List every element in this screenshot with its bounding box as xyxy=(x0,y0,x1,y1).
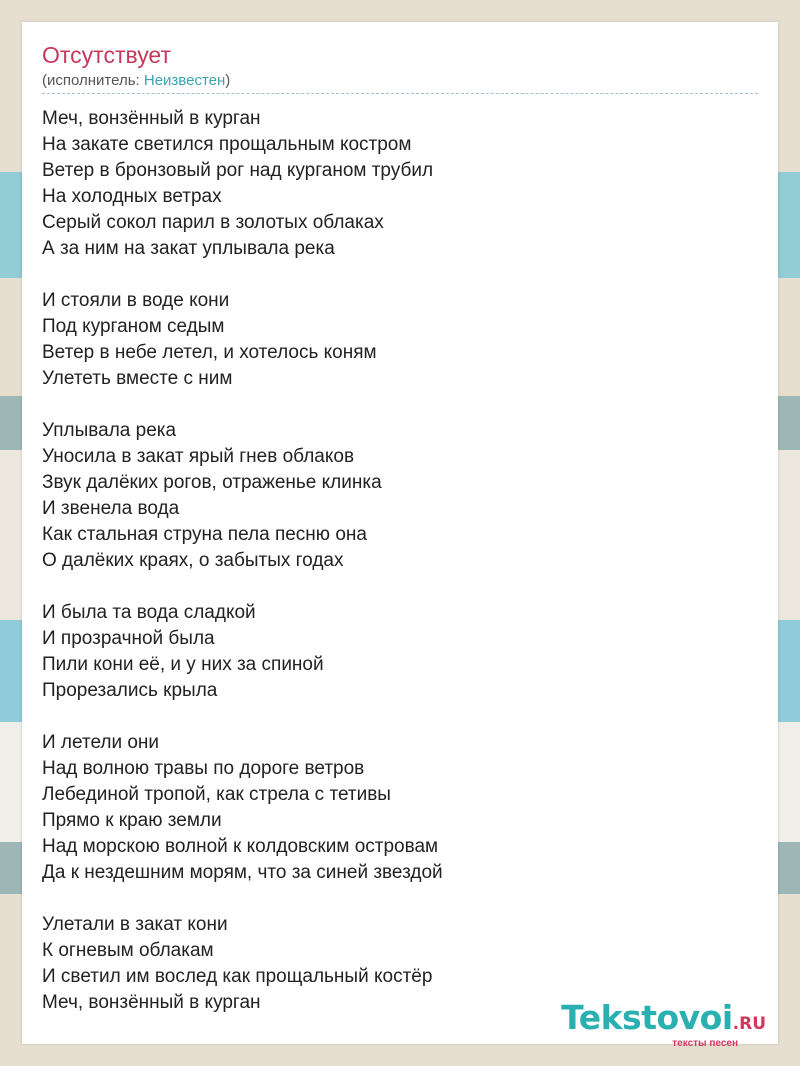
lyric-line: И была та вода сладкой xyxy=(42,602,256,623)
lyric-line: Под курганом седым xyxy=(42,316,225,337)
lyric-line: Уплывала река xyxy=(42,420,177,441)
stanza-gap xyxy=(42,886,758,912)
lyric-line: Ветер в бронзовый рог над курганом трубил xyxy=(42,160,434,181)
lyric-line: А за ним на закат уплывала река xyxy=(42,238,335,259)
lyric-line: О далёких краях, о забытых годах xyxy=(42,550,344,571)
lyric-line: На холодных ветрах xyxy=(42,186,222,207)
lyric-line: Над волною травы по дороге ветров xyxy=(42,758,365,779)
lyric-line: Да к нездешним морям, что за синей звездой xyxy=(42,862,443,883)
lyric-line: Меч, вонзённый в курган xyxy=(42,108,261,129)
lyric-line: Серый сокол парил в золотых облаках xyxy=(42,212,384,233)
stanza-gap xyxy=(42,262,758,288)
lyric-line: Лебединой тропой, как стрела с тетивы xyxy=(42,784,391,805)
lyric-line: Как стальная струна пела песню она xyxy=(42,524,367,545)
lyric-line: Уносила в закат ярый гнев облаков xyxy=(42,446,355,467)
lyric-line: Ветер в небе летел, и хотелось коням xyxy=(42,342,377,363)
lyric-line: Над морскою волной к колдовским островам xyxy=(42,836,439,857)
lyric-line: К огневым облакам xyxy=(42,940,214,961)
song-title: Отсутствует xyxy=(42,42,171,68)
logo-tld: .RU xyxy=(732,1014,766,1034)
stanza-gap xyxy=(42,704,758,730)
site-logo[interactable] xyxy=(561,1000,766,1049)
logo-tagline: тексты песен xyxy=(672,1038,738,1049)
artist-link[interactable]: Неизвестен xyxy=(143,72,226,89)
title-divider xyxy=(42,93,758,94)
logo-wordmark xyxy=(561,1000,766,1042)
lyrics-text xyxy=(42,106,758,1016)
artist-line xyxy=(42,72,230,89)
lyric-line: И прозрачной была xyxy=(42,628,215,649)
lyric-line: Звук далёких рогов, отраженье клинка xyxy=(42,472,382,493)
stanza-gap xyxy=(42,392,758,418)
lyric-line: Меч, вонзённый в курган xyxy=(42,992,261,1013)
lyric-line: И стояли в воде кони xyxy=(42,290,230,311)
artist-suffix: ) xyxy=(225,72,231,89)
lyric-line: Улетали в закат кони xyxy=(42,914,228,935)
lyric-line: И звенела вода xyxy=(42,498,180,519)
logo-brand: Tekstovoi xyxy=(561,998,733,1037)
lyric-line: И летели они xyxy=(42,732,160,753)
stanza-gap xyxy=(42,574,758,600)
lyric-line: На закате светился прощальным костром xyxy=(42,134,412,155)
lyric-line: Прорезались крыла xyxy=(42,680,218,701)
lyric-line: И светил им вослед как прощальный костёр xyxy=(42,966,433,987)
lyric-line: Улететь вместе с ним xyxy=(42,368,233,389)
lyric-line: Прямо к краю земли xyxy=(42,810,222,831)
lyric-line: Пили кони её, и у них за спиной xyxy=(42,654,324,675)
artist-prefix: (исполнитель: xyxy=(42,72,144,89)
lyrics-card xyxy=(22,22,778,1044)
